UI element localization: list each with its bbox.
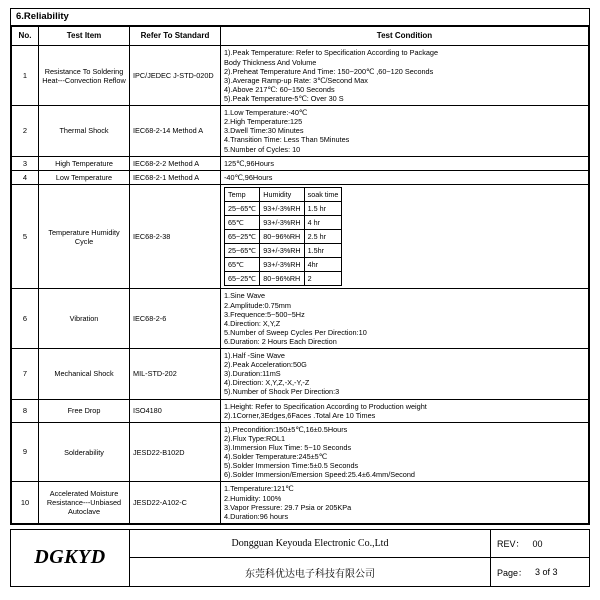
row-test-item: Vibration <box>39 289 130 349</box>
row-standard: IEC68-2-14 Method A <box>130 106 221 157</box>
row-test-item: Solderability <box>39 422 130 482</box>
condition-line: 3).Immersion Flux Time: 5~10 Seconds <box>224 443 352 453</box>
table-row <box>12 289 589 349</box>
humidity-value: 80~96%RH <box>260 230 304 244</box>
condition-line: 125℃,96Hours <box>224 158 274 168</box>
condition-line: 4.Duration:96 hours <box>224 511 289 521</box>
row-no: 6 <box>12 289 39 349</box>
page-label: Page： <box>497 567 528 578</box>
humidity-temp: 25~65℃ <box>225 244 260 258</box>
row-standard: IEC68-2-6 <box>130 289 221 349</box>
condition-line: 1.Height: Refer to Specification According to Production weight <box>224 401 427 411</box>
table-body <box>12 46 589 523</box>
row-standard: IEC68-2-1 Method A <box>130 171 221 185</box>
humidity-row <box>225 244 342 258</box>
row-no: 2 <box>12 106 39 157</box>
humidity-header-humidity: Humidity <box>260 188 304 202</box>
humidity-header-temp: Temp <box>225 188 260 202</box>
condition-line: 1.Low Temperature:-40℃ <box>224 108 308 118</box>
humidity-value: 93+/-3%RH <box>260 216 304 230</box>
condition-line: 5).Solder Immersion Time:5±0.5 Seconds <box>224 461 359 471</box>
row-condition <box>221 171 589 185</box>
revision-label: REV： <box>497 539 525 550</box>
footer-meta-block <box>491 530 589 586</box>
row-test-item: High Temperature <box>39 156 130 170</box>
condition-line: 5.Number of Sweep Cycles Per Direction:10 <box>224 327 367 337</box>
header-standard: Refer To Standard <box>130 27 221 46</box>
condition-line: 4.Transition Time: Less Than 5Minutes <box>224 135 350 145</box>
table-row <box>12 46 589 106</box>
revision-row <box>491 530 589 559</box>
row-standard: IEC68-2-2 Method A <box>130 156 221 170</box>
table-row <box>12 185 589 289</box>
row-condition <box>221 349 589 400</box>
humidity-temp: 65~25℃ <box>225 230 260 244</box>
row-no: 3 <box>12 156 39 170</box>
humidity-value: 93+/-3%RH <box>260 202 304 216</box>
humidity-header-row <box>225 188 342 202</box>
row-test-item: Free Drop <box>39 399 130 422</box>
condition-line: 4).Direction: X,Y,Z,-X,-Y,-Z <box>224 378 310 388</box>
table-row <box>12 422 589 482</box>
row-no: 4 <box>12 171 39 185</box>
section-title: 6.Reliability <box>11 9 589 26</box>
row-test-item: Low Temperature <box>39 171 130 185</box>
row-standard: IEC68-2-38 <box>130 185 221 289</box>
condition-line: 5).Number of Shock Per Direction:3 <box>224 387 340 397</box>
revision-value: 00 <box>532 538 543 549</box>
row-standard: JESD22-A102-C <box>130 482 221 523</box>
header-test-item: Test Item <box>39 27 130 46</box>
row-no: 10 <box>12 482 39 523</box>
table-row <box>12 106 589 157</box>
table-row <box>12 156 589 170</box>
company-logo: DGKYD <box>11 530 130 586</box>
condition-line: 2.Amplitude:0.75mm <box>224 300 291 310</box>
row-condition <box>221 422 589 482</box>
row-condition <box>221 156 589 170</box>
page-row <box>491 558 589 586</box>
condition-line: 4).Above 217℃: 60~150 Seconds <box>224 84 335 94</box>
row-test-item: Resistance To Soldering Heat---Convection Reflow <box>39 46 130 106</box>
row-condition <box>221 289 589 349</box>
humidity-header-soak-time: soak time <box>304 188 342 202</box>
humidity-temp: 65℃ <box>225 258 260 272</box>
row-condition <box>221 106 589 157</box>
page-value: 3 of 3 <box>535 567 558 578</box>
humidity-soak: 2.5 hr <box>304 230 342 244</box>
condition-line: 1.Temperature:121℃ <box>224 484 294 494</box>
condition-line: 2).Preheat Temperature And Time: 150~200℃ ,60~120 Seconds <box>224 66 434 76</box>
reliability-section <box>10 8 590 525</box>
row-test-item: Temperature Humidity Cycle <box>39 185 130 289</box>
condition-line: 3.Dwell Time:30 Minutes <box>224 126 304 136</box>
table-row <box>12 171 589 185</box>
condition-line: 2).1Corner,3Edges,6Faces .Total Are 10 Times <box>224 410 376 420</box>
humidity-soak: 2 <box>304 272 342 286</box>
reliability-table <box>11 26 589 523</box>
condition-line: 1.Sine Wave <box>224 291 266 301</box>
condition-line: Body Thickness And Volume <box>224 57 317 67</box>
table-header-row <box>12 27 589 46</box>
document-footer <box>10 529 590 587</box>
row-condition <box>221 185 589 289</box>
condition-line: 3).Duration:11mS <box>224 369 281 379</box>
row-condition <box>221 399 589 422</box>
humidity-value: 93+/-3%RH <box>260 258 304 272</box>
row-no: 1 <box>12 46 39 106</box>
row-no: 9 <box>12 422 39 482</box>
humidity-value: 93+/-3%RH <box>260 244 304 258</box>
condition-line: 4).Solder Temperature:245±5℃ <box>224 452 327 462</box>
humidity-row <box>225 230 342 244</box>
humidity-value: 80~96%RH <box>260 272 304 286</box>
row-condition <box>221 46 589 106</box>
condition-line: 2.Humidity: 100% <box>224 493 282 503</box>
humidity-cycle-table <box>224 187 342 286</box>
humidity-row <box>225 216 342 230</box>
company-name-cn: 东莞科优达电子科技有限公司 <box>245 568 375 580</box>
condition-line: 1).Peak Temperature: Refer to Specification According to Package <box>224 48 439 58</box>
humidity-soak: 1.5 hr <box>304 202 342 216</box>
condition-line: 2).Peak Acceleration:50G <box>224 360 307 370</box>
table-row <box>12 399 589 422</box>
table-header <box>12 27 589 46</box>
row-no: 5 <box>12 185 39 289</box>
humidity-row <box>225 202 342 216</box>
table-row <box>12 349 589 400</box>
humidity-soak: 4 hr <box>304 216 342 230</box>
row-standard: IPC/JEDEC J-STD-020D <box>130 46 221 106</box>
footer-company-block <box>130 530 491 586</box>
row-test-item: Thermal Shock <box>39 106 130 157</box>
condition-line: 2).Flux Type:ROL1 <box>224 433 286 443</box>
row-condition <box>221 482 589 523</box>
row-standard: MIL-STD-202 <box>130 349 221 400</box>
row-no: 8 <box>12 399 39 422</box>
condition-line: 6.Duration: 2 Hours Each Direction <box>224 336 337 346</box>
company-name-en: Dongguan Keyouda Electronic Co.,Ltd <box>130 530 490 559</box>
humidity-soak: 1.5hr <box>304 244 342 258</box>
condition-line: 2.High Temperature:125 <box>224 117 303 127</box>
row-standard: JESD22-B102D <box>130 422 221 482</box>
humidity-temp: 25~65℃ <box>225 202 260 216</box>
condition-line: 4.Direction: X,Y,Z <box>224 318 281 328</box>
condition-line: 3.Vapor Pressure: 29.7 Psia or 205KPa <box>224 502 352 512</box>
humidity-row <box>225 258 342 272</box>
row-standard: ISO4180 <box>130 399 221 422</box>
condition-line: 5).Peak Temperature-5℃: Over 30 S <box>224 93 344 103</box>
header-no: No. <box>12 27 39 46</box>
humidity-temp: 65℃ <box>225 216 260 230</box>
header-test-condition: Test Condition <box>221 27 589 46</box>
humidity-row <box>225 272 342 286</box>
condition-line: 3).Average Ramp-up Rate: 3℃/Second Max <box>224 75 368 85</box>
row-no: 7 <box>12 349 39 400</box>
condition-line: 1).Precondition:150±5℃,16±0.5Hours <box>224 424 348 434</box>
condition-line: 1).Half -Sine Wave <box>224 351 285 361</box>
humidity-soak: 4hr <box>304 258 342 272</box>
table-row <box>12 482 589 523</box>
condition-line: 5.Number of Cycles: 10 <box>224 144 301 154</box>
condition-line: 6).Solder Immersion/Emersion Speed:25.4±6.4mm/Second <box>224 470 415 480</box>
row-test-item: Accelerated Moisture Resistance---Unbiased Autoclave <box>39 482 130 523</box>
condition-line: 3.Frequence:5~500~5Hz <box>224 309 305 319</box>
condition-line: -40℃,96Hours <box>224 173 273 183</box>
row-test-item: Mechanical Shock <box>39 349 130 400</box>
humidity-temp: 65~25℃ <box>225 272 260 286</box>
